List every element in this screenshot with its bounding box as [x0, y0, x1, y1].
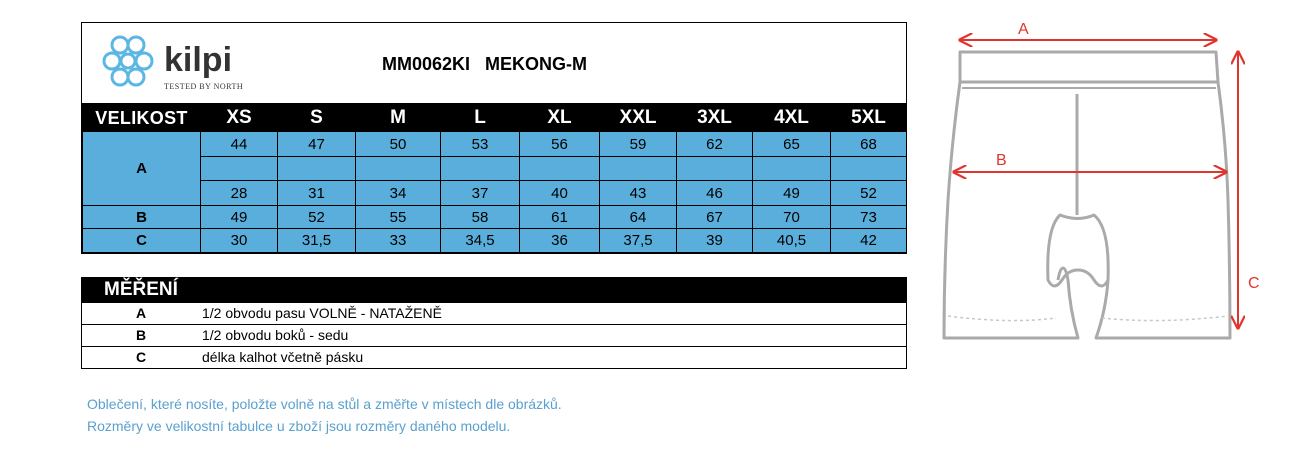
size-label: L — [441, 105, 520, 132]
cell: 42 — [831, 229, 907, 253]
measurement-desc: délka kalhot včetně pásku — [202, 349, 364, 365]
measurement-desc: 1/2 obvodu boků - sedu — [202, 327, 349, 343]
table-row — [83, 157, 907, 181]
size-label: S — [278, 105, 356, 132]
cell: 62 — [677, 132, 753, 157]
measurement-row — [82, 346, 906, 368]
size-grid — [82, 104, 907, 253]
shorts-outline — [944, 52, 1230, 338]
label-c: C — [1248, 275, 1260, 292]
cell: 50 — [356, 132, 441, 157]
cell: 61 — [520, 206, 600, 229]
cell: 55 — [356, 206, 441, 229]
product-code: MM0062KI — [382, 54, 471, 74]
row-label-c: C — [83, 229, 201, 253]
note-line: Rozměry ve velikostní tabulce u zboží jsou rozměry daného modelu. — [87, 418, 511, 434]
cell: 58 — [441, 206, 520, 229]
cell: 73 — [831, 206, 907, 229]
cell: 31,5 — [278, 229, 356, 253]
measurement-row — [82, 302, 906, 324]
cell: 47 — [278, 132, 356, 157]
cell-empty — [356, 157, 441, 181]
cell: 40,5 — [753, 229, 831, 253]
measurement-row — [82, 324, 906, 346]
size-label: 3XL — [677, 105, 753, 132]
row-label-a: A — [83, 132, 201, 206]
cell: 43 — [600, 181, 677, 206]
cell: 70 — [753, 206, 831, 229]
cell: 33 — [356, 229, 441, 253]
label-b: B — [996, 152, 1007, 169]
brand-tagline: TESTED BY NORTH — [164, 82, 244, 91]
note-line: Oblečení, které nosíte, položte volně na stůl a změřte v místech dle obrázků. — [87, 396, 562, 412]
cell: 37 — [441, 181, 520, 206]
size-header-label: VELIKOST — [83, 105, 201, 132]
cell: 56 — [520, 132, 600, 157]
cell: 40 — [520, 181, 600, 206]
table-row — [83, 181, 907, 206]
cell: 49 — [201, 206, 278, 229]
cell: 64 — [600, 206, 677, 229]
label-a: A — [1018, 21, 1029, 38]
cell: 44 — [201, 132, 278, 157]
knot-icon — [104, 37, 152, 85]
hem-stitch — [948, 316, 1228, 321]
shorts-diagram — [930, 10, 1270, 350]
cell-empty — [441, 157, 520, 181]
table-row — [83, 132, 907, 157]
size-table — [81, 22, 907, 254]
table-row — [83, 206, 907, 229]
size-label: 5XL — [831, 105, 907, 132]
measurement-table — [81, 277, 907, 369]
size-label: XXL — [600, 105, 677, 132]
cell-empty — [201, 157, 278, 181]
measurement-letter: C — [135, 349, 147, 365]
cell: 39 — [677, 229, 753, 253]
cell: 30 — [201, 229, 278, 253]
cell: 53 — [441, 132, 520, 157]
kilpi-logo — [100, 31, 260, 95]
measurement-desc: 1/2 obvodu pasu VOLNĚ - NATAŽENĚ — [202, 305, 442, 321]
measurement-header: MĚŘENÍ — [82, 278, 906, 302]
row-label-b: B — [83, 206, 201, 229]
cell: 36 — [520, 229, 600, 253]
cell-empty — [600, 157, 677, 181]
cell: 59 — [600, 132, 677, 157]
brand-name: kilpi — [164, 41, 233, 79]
measurement-letter: A — [135, 305, 147, 321]
cell: 37,5 — [600, 229, 677, 253]
table-header — [82, 23, 906, 104]
table-row — [83, 229, 907, 253]
cell: 67 — [677, 206, 753, 229]
size-label: XS — [201, 105, 278, 132]
cell: 34 — [356, 181, 441, 206]
size-header-row — [83, 105, 907, 132]
cell-empty — [278, 157, 356, 181]
cell: 52 — [278, 206, 356, 229]
cell-empty — [677, 157, 753, 181]
measurement-letter: B — [135, 327, 147, 343]
cell: 52 — [831, 181, 907, 206]
cell-empty — [753, 157, 831, 181]
product-title — [382, 54, 587, 75]
cell: 65 — [753, 132, 831, 157]
cell: 34,5 — [441, 229, 520, 253]
cell-empty — [520, 157, 600, 181]
cell-empty — [831, 157, 907, 181]
cell: 68 — [831, 132, 907, 157]
cell: 31 — [278, 181, 356, 206]
cell: 28 — [201, 181, 278, 206]
product-name: MEKONG-M — [485, 54, 588, 74]
size-label: M — [356, 105, 441, 132]
cell: 49 — [753, 181, 831, 206]
size-label: XL — [520, 105, 600, 132]
cell: 46 — [677, 181, 753, 206]
size-label: 4XL — [753, 105, 831, 132]
